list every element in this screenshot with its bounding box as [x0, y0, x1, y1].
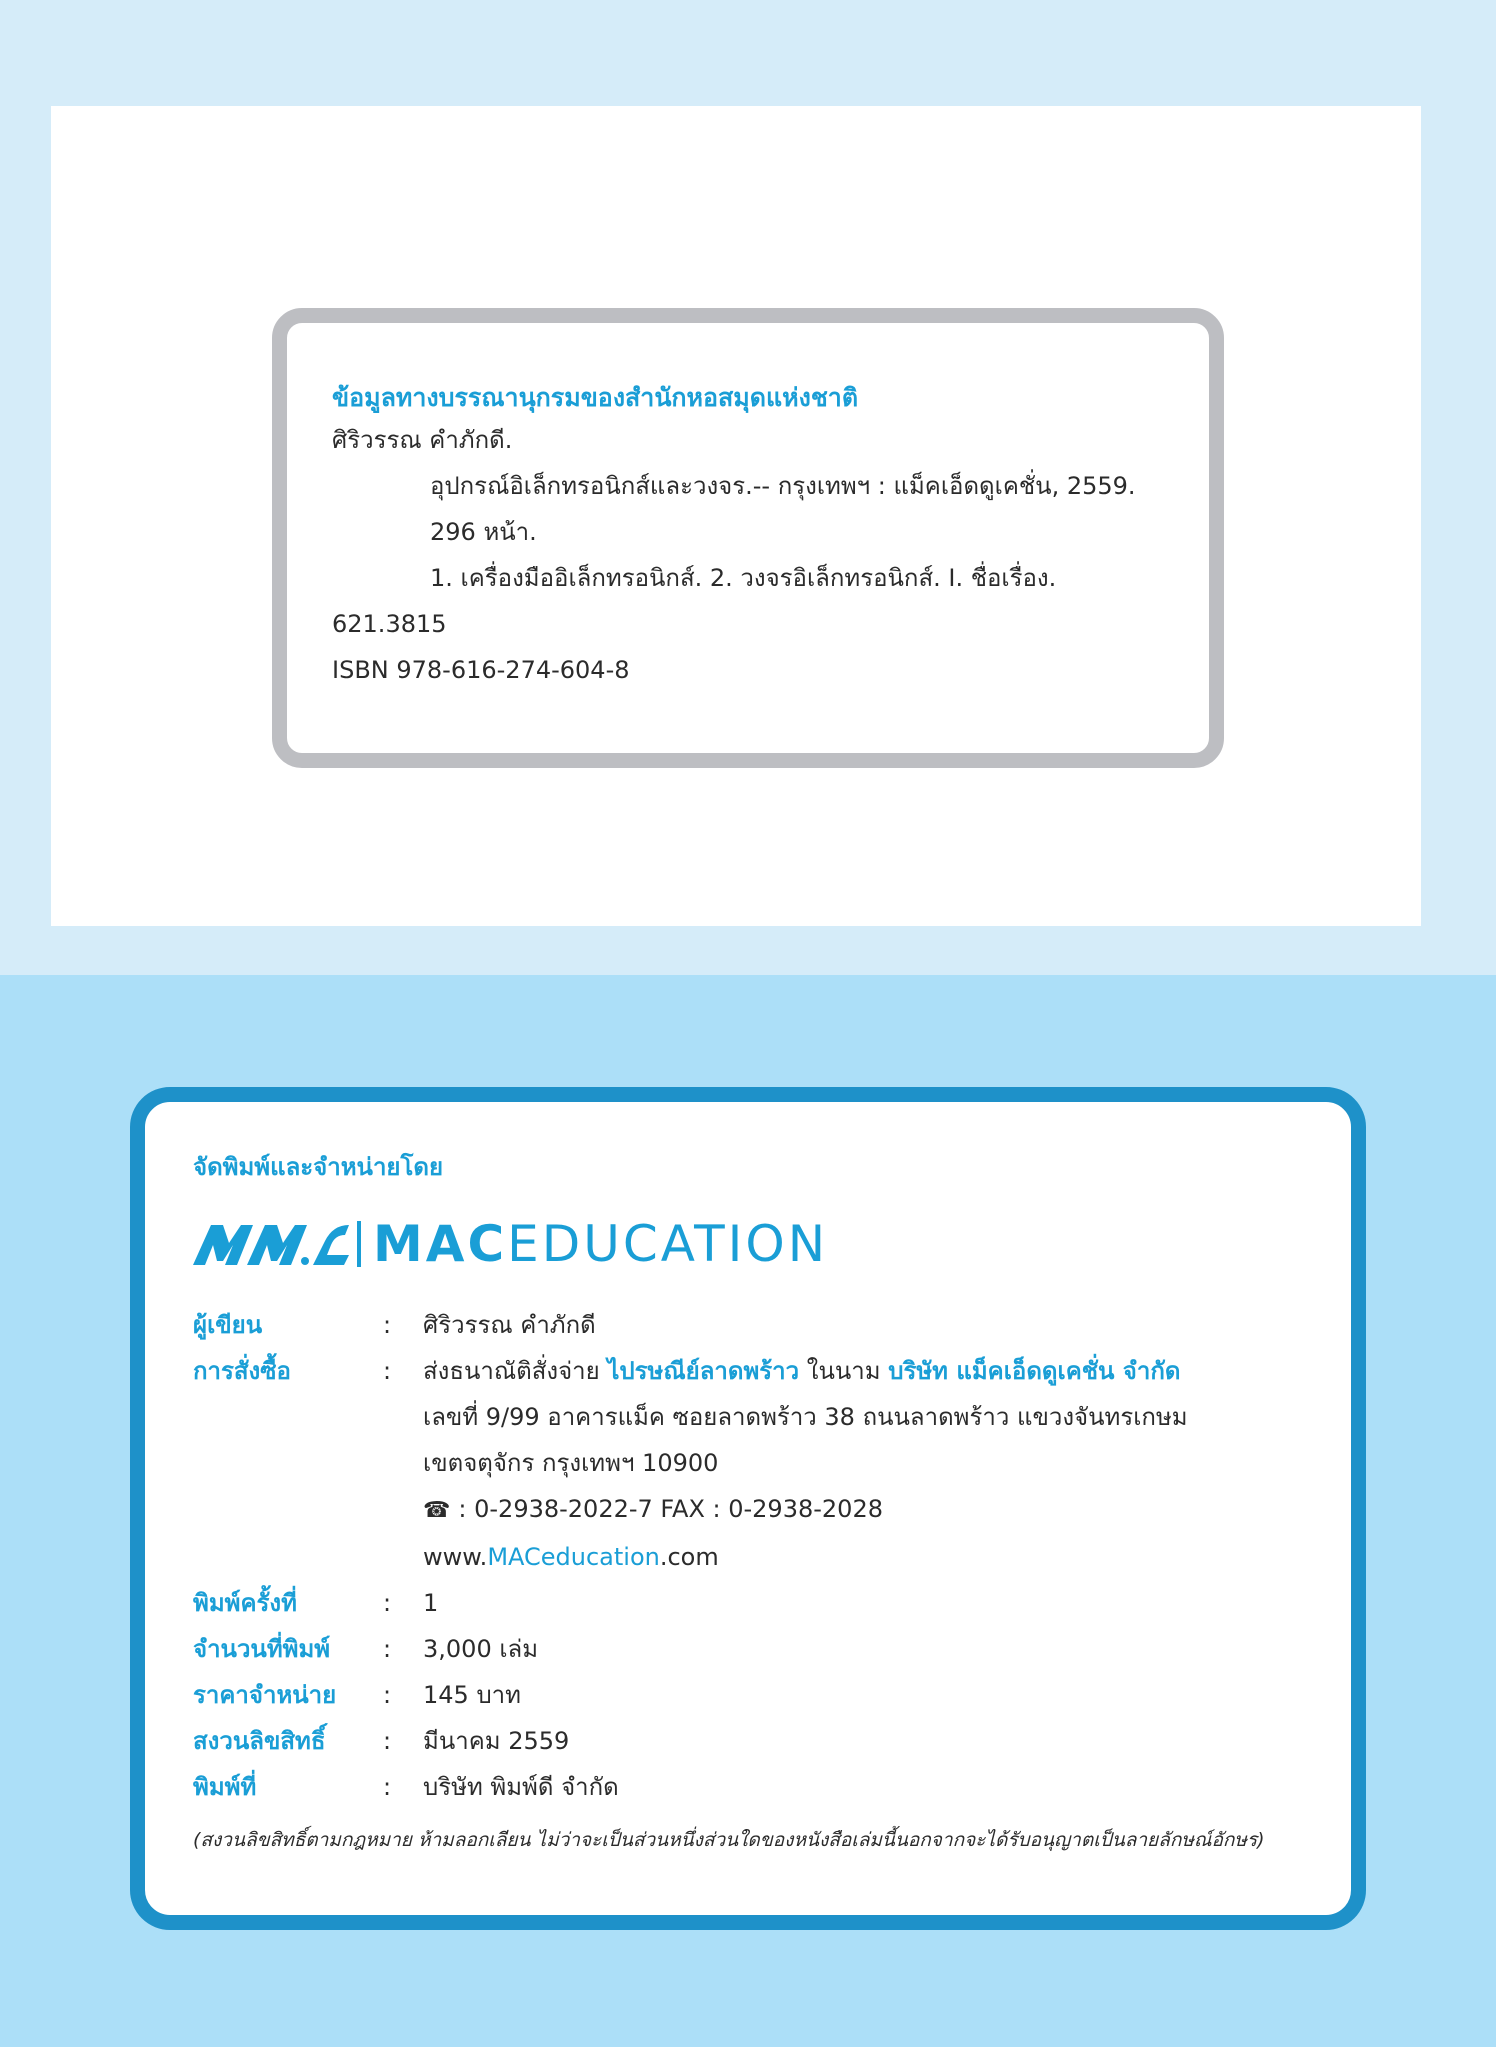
- author-label: ผู้เขียน: [193, 1311, 263, 1339]
- cip-title: ข้อมูลทางบรรณานุกรมของสำนักหอสมุดแห่งชาติ: [332, 383, 859, 412]
- address-line-2-row: [193, 1448, 1311, 1478]
- order-row: [193, 1356, 1311, 1386]
- order-value: [423, 1356, 1311, 1386]
- cip-isbn: ISBN 978-616-274-604-8: [332, 656, 630, 684]
- cip-publication: อุปกรณ์อิเล็กทรอนิกส์และวงจร.-- กรุงเทพฯ : แม็คเอ็ดดูเคชั่น, 2559.: [430, 472, 1136, 500]
- publisher-info-table: [193, 1310, 1311, 1802]
- copyright-label: สงวนลิขสิทธิ์: [193, 1727, 326, 1755]
- publisher-info-box: [130, 1087, 1366, 1930]
- colon: :: [383, 1727, 392, 1755]
- colon: :: [383, 1681, 392, 1709]
- logo-mac-text: MAC: [373, 1215, 508, 1273]
- cip-pages: 296 หน้า.: [430, 518, 537, 546]
- phone-text: : 0-2938-2022-7 FAX : 0-2938-2028: [458, 1495, 883, 1523]
- printer-label: พิมพ์ที่: [193, 1773, 257, 1801]
- cip-record-content: [332, 383, 1179, 701]
- logo-education-text: EDUCATION: [507, 1215, 829, 1273]
- edition-label: พิมพ์ครั้งที่: [193, 1589, 297, 1617]
- web-prefix: www.: [423, 1543, 488, 1571]
- cip-record-box: [272, 308, 1224, 768]
- colon: :: [383, 1311, 392, 1339]
- website-row: [193, 1542, 1311, 1572]
- edition-value: 1: [423, 1589, 439, 1617]
- order-label: การสั่งซื้อ: [193, 1357, 291, 1385]
- website-link[interactable]: [423, 1542, 1311, 1572]
- logo-separator: [357, 1221, 361, 1267]
- web-suffix: .com: [659, 1543, 719, 1571]
- web-highlight: MACeducation: [487, 1543, 660, 1571]
- phone-icon: ☎: [423, 1498, 451, 1523]
- author-row: [193, 1310, 1311, 1340]
- publisher-heading: จัดพิมพ์และจำหน่ายโดย: [193, 1153, 444, 1181]
- address-line-1: เลขที่ 9/99 อาคารแม็ค ซอยลาดพร้าว 38 ถนนลาดพร้าว แขวงจันทรเกษม: [423, 1403, 1188, 1431]
- printer-row: [193, 1772, 1311, 1802]
- cip-author: ศิริวรรณ คำภักดี.: [332, 426, 513, 454]
- publisher-info-content: [193, 1152, 1311, 1873]
- cip-classification: 621.3815: [332, 610, 447, 638]
- author-value: ศิริวรรณ คำภักดี: [423, 1311, 596, 1339]
- order-company: บริษัท แม็คเอ็ดดูเคชั่น จำกัด: [888, 1357, 1181, 1385]
- order-post-office: ไปรษณีย์ลาดพร้าว: [607, 1357, 800, 1385]
- phone-row: [193, 1494, 1311, 1526]
- price-label: ราคาจำหน่าย: [193, 1681, 337, 1709]
- address-line-1-row: [193, 1402, 1311, 1432]
- copies-label: จำนวนที่พิมพ์: [193, 1635, 331, 1663]
- mac-education-logo: [193, 1214, 1311, 1274]
- copyright-value: มีนาคม 2559: [423, 1727, 570, 1755]
- mac-logo-mark-icon: [193, 1221, 351, 1267]
- cip-subjects: 1. เครื่องมืออิเล็กทรอนิกส์. 2. วงจรอิเล็กทรอนิกส์. I. ชื่อเรื่อง.: [430, 564, 1057, 592]
- price-value: 145 บาท: [423, 1681, 521, 1709]
- phone-value: [423, 1494, 1311, 1526]
- copies-value: 3,000 เล่ม: [423, 1635, 539, 1663]
- logo-wordmark: [373, 1216, 828, 1272]
- copyright-row: [193, 1726, 1311, 1756]
- colon: :: [383, 1357, 392, 1385]
- order-prefix: ส่งธนาณัติสั่งจ่าย: [423, 1357, 608, 1385]
- edition-row: [193, 1588, 1311, 1618]
- cip-page-panel: [51, 106, 1421, 926]
- printer-value: บริษัท พิมพ์ดี จำกัด: [423, 1773, 619, 1801]
- order-middle: ในนาม: [799, 1357, 889, 1385]
- copies-row: [193, 1634, 1311, 1664]
- colon: :: [383, 1589, 392, 1617]
- copyright-note: (สงวนลิขสิทธิ์ตามกฎหมาย ห้ามลอกเลียน ไม่ว่าจะเป็นส่วนหนึ่งส่วนใดของหนังสือเล่มนี้นอกจากจะได้รับอนุญาตเป็นลายลักษณ์อักษร): [193, 1829, 1265, 1851]
- colon: :: [383, 1635, 392, 1663]
- colon: :: [383, 1773, 392, 1801]
- address-line-2: เขตจตุจักร กรุงเทพฯ 10900: [423, 1449, 719, 1477]
- price-row: [193, 1680, 1311, 1710]
